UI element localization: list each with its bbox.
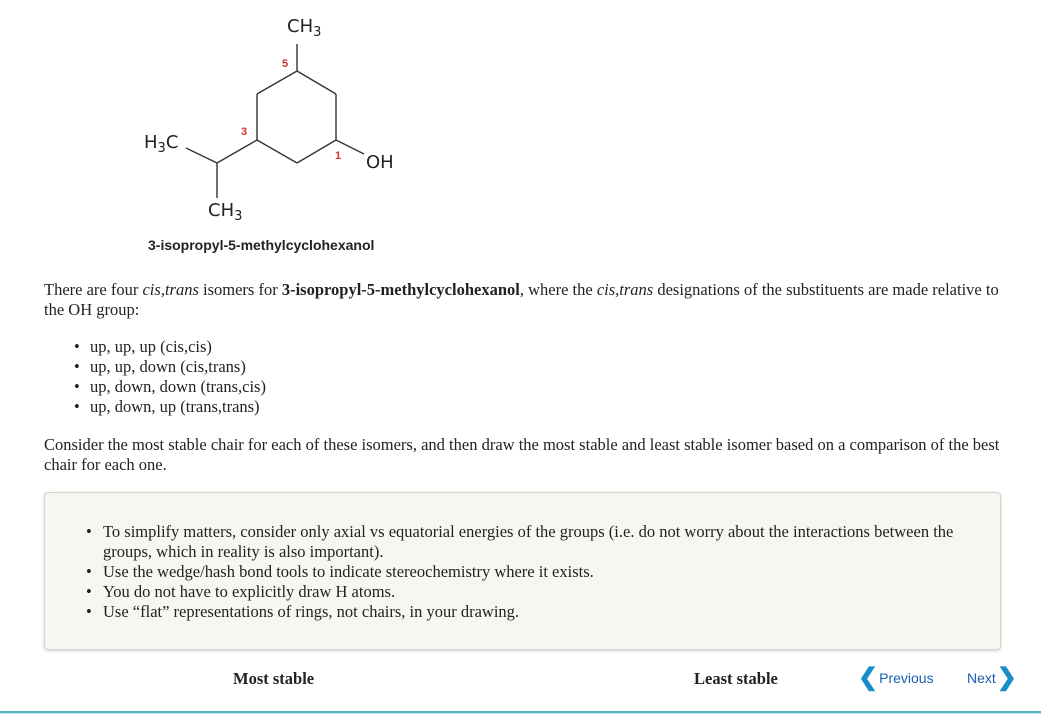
isomer-list: [90, 337, 266, 417]
least-stable-label: Least stable: [694, 669, 778, 688]
locant-1: 1: [335, 150, 342, 162]
intro-paragraph: There are four cis,trans isomers for 3-isopropyl-5-methylcyclohexanol, where the cis,trans designations of the substituents are made relative to the OH group:: [44, 280, 999, 319]
next-label: Next: [967, 670, 996, 686]
previous-label: Previous: [879, 670, 934, 686]
most-stable-label: Most stable: [233, 669, 315, 688]
list-item: • up, down, up (trans,trans): [90, 397, 266, 417]
list-item: • Use “flat” representations of rings, not chairs, in your drawing.: [103, 602, 983, 622]
hints-box: [44, 492, 1001, 650]
chevron-right-icon: ❯: [996, 664, 1017, 691]
instruction-paragraph: Consider the most stable chair for each of these isomers, and then draw the most stable and least stable isomer based on a comparison of the best chair for each one.: [44, 435, 1000, 474]
list-item: • up, down, down (trans,cis): [90, 377, 266, 397]
oh-label: OH: [366, 152, 394, 173]
next-button[interactable]: [967, 664, 1017, 691]
chevron-left-icon: ❮: [858, 664, 879, 691]
list-item: • You do not have to explicitly draw H atoms.: [103, 582, 983, 602]
ch3-bottom-label: $CH_3$: [208, 200, 243, 224]
h3c-label: $H_3C$: [144, 132, 179, 156]
molecule-structure: [130, 8, 430, 258]
list-item: • Use the wedge/hash bond tools to indicate stereochemistry where it exists.: [103, 562, 983, 582]
list-item: • To simplify matters, consider only axial vs equatorial energies of the groups (i.e. do not worry about the interactions between the groups, which in reality is also important).: [103, 522, 983, 562]
molecule-caption: 3-isopropyl-5-methylcyclohexanol: [148, 237, 375, 253]
locant-5: 5: [282, 58, 289, 70]
locant-3: 3: [241, 126, 248, 138]
previous-button[interactable]: [858, 664, 934, 691]
list-item: • up, up, up (cis,cis): [90, 337, 266, 357]
list-item: • up, up, down (cis,trans): [90, 357, 266, 377]
ch3-top-label: $CH_3$: [287, 16, 322, 40]
hints-list: [103, 522, 983, 622]
